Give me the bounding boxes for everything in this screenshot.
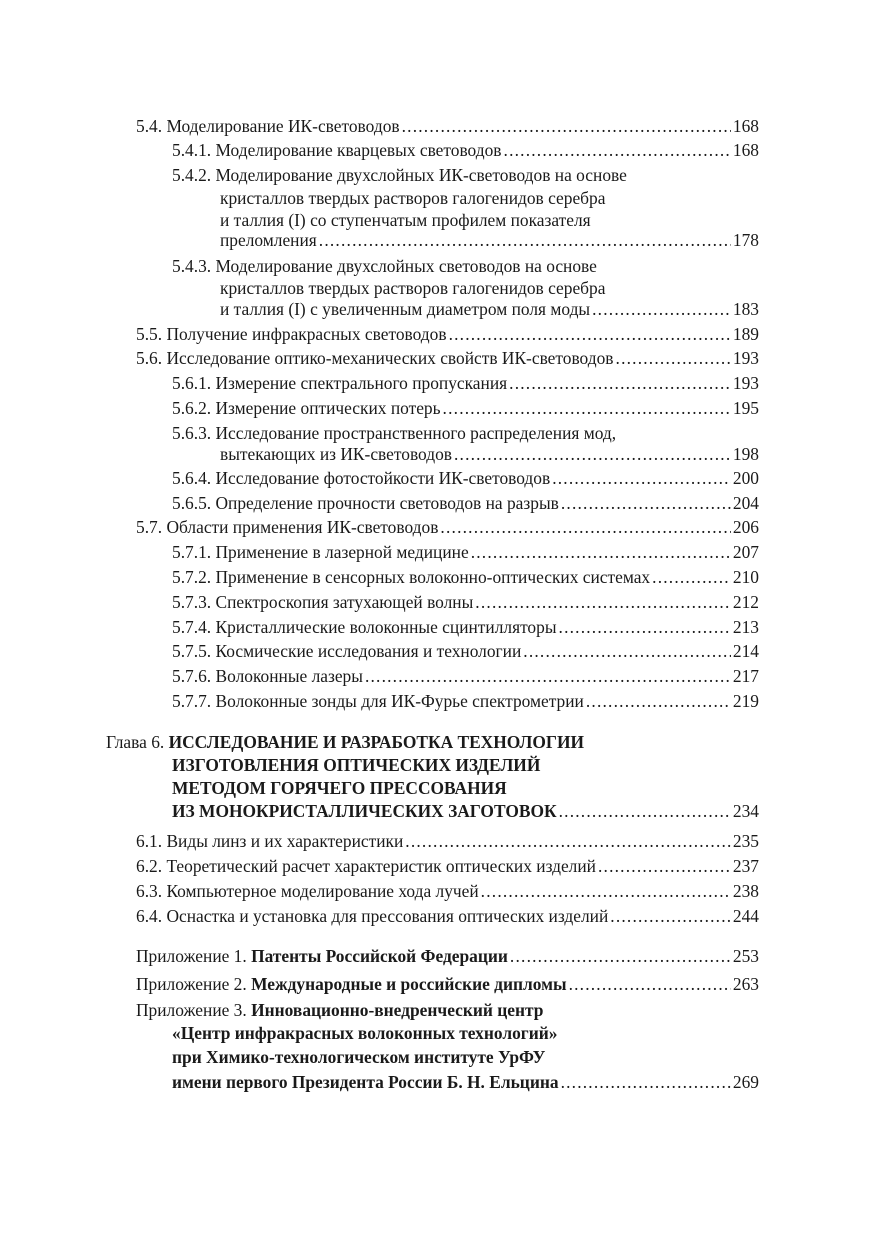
toc-entry-5-6-3-line2[interactable] xyxy=(220,442,759,466)
toc-appendix-3-line4[interactable] xyxy=(172,1070,759,1094)
dot-leader xyxy=(652,565,731,589)
toc-num: 6.2. xyxy=(136,856,163,876)
toc-num: 6.4. xyxy=(136,906,163,926)
dot-leader xyxy=(481,879,731,903)
appendix-label: Приложение 1. xyxy=(136,946,247,966)
toc-entry-6-2[interactable] xyxy=(136,854,759,878)
toc-num: 5.7.2. xyxy=(172,567,212,587)
toc-entry-6-3[interactable] xyxy=(136,879,759,903)
toc-entry-5-7-4[interactable] xyxy=(172,615,759,639)
toc-entry-5-7-1[interactable] xyxy=(172,540,759,564)
toc-num: 5.7.1. xyxy=(172,542,212,562)
dot-leader xyxy=(592,297,731,321)
dot-leader xyxy=(610,904,731,928)
toc-page: 238 xyxy=(732,881,759,901)
toc-title: Моделирование кварцевых световодов xyxy=(215,140,502,160)
chapter-title-cont: ИЗГОТОВЛЕНИЯ ОПТИЧЕСКИХ ИЗДЕЛИЙ xyxy=(172,755,541,775)
toc-num: 5.4.2. xyxy=(172,165,212,185)
toc-title: Применение в сенсорных волоконно-оптических системах xyxy=(215,567,651,587)
toc-entry-5-7-6[interactable] xyxy=(172,664,759,688)
appendix-label: Приложение 2. xyxy=(136,974,247,994)
toc-num: 5.6.2. xyxy=(172,398,212,418)
toc-appendix-3-line3 xyxy=(172,1045,759,1069)
toc-title: Виды линз и их характеристики xyxy=(166,831,404,851)
toc-title: Исследование фотостойкости ИК-световодов xyxy=(215,468,551,488)
toc-title-cont: кристаллов твердых растворов галогенидов серебра xyxy=(220,278,606,298)
toc-page: 183 xyxy=(732,299,759,319)
toc-appendix-3-line1[interactable] xyxy=(136,998,759,1022)
toc-page: 217 xyxy=(732,666,759,686)
toc-title: Применение в лазерной медицине xyxy=(215,542,469,562)
toc-appendix-2[interactable] xyxy=(136,972,759,996)
toc-page: 234 xyxy=(732,801,759,821)
toc-page: 168 xyxy=(732,116,759,136)
toc-num: 5.7.4. xyxy=(172,617,212,637)
appendix-title: Инновационно-внедренческий центр xyxy=(251,1000,544,1020)
toc-page: 206 xyxy=(732,517,759,537)
toc-page: 193 xyxy=(732,348,759,368)
toc-num: 5.7.5. xyxy=(172,641,212,661)
toc-num: 5.6.3. xyxy=(172,423,212,443)
toc-entry-5-7-2[interactable] xyxy=(172,565,759,589)
appendix-title: Международные и российские дипломы xyxy=(251,974,567,994)
toc-page: 235 xyxy=(732,831,759,851)
dot-leader xyxy=(454,442,731,466)
toc-num: 5.5. xyxy=(136,324,163,344)
toc-title: Космические исследования и технологии xyxy=(215,641,522,661)
toc-title: Моделирование двухслойных световодов на основе xyxy=(215,256,597,276)
toc-entry-5-6-1[interactable] xyxy=(172,371,759,395)
appendix-label: Приложение 3. xyxy=(136,1000,247,1020)
toc-entry-5-6[interactable] xyxy=(136,346,759,370)
toc-entry-6-4[interactable] xyxy=(136,904,759,928)
toc-entry-5-6-5[interactable] xyxy=(172,491,759,515)
toc-num: 5.4.1. xyxy=(172,140,212,160)
toc-num: 5.7.3. xyxy=(172,592,212,612)
toc-title: Определение прочности световодов на разрыв xyxy=(215,493,559,513)
toc-title: Спектроскопия затухающей волны xyxy=(215,592,474,612)
toc-page: 189 xyxy=(732,324,759,344)
toc-title: Измерение оптических потерь xyxy=(215,398,441,418)
toc-num: 5.6.5. xyxy=(172,493,212,513)
toc-title: Волоконные лазеры xyxy=(215,666,363,686)
appendix-title-cont: при Химико-технологическом институте УрФУ xyxy=(172,1047,546,1067)
chapter-label: Глава 6. xyxy=(106,732,165,752)
toc-title: Волоконные зонды для ИК-Фурье спектрометрии xyxy=(215,691,584,711)
appendix-title-cont: имени первого Президента России Б. Н. Ельцина xyxy=(172,1072,559,1092)
toc-num: 6.1. xyxy=(136,831,163,851)
toc-chapter-6-line1[interactable] xyxy=(106,730,759,754)
dot-leader xyxy=(440,515,730,539)
toc-num: 5.6. xyxy=(136,348,163,368)
toc-page: 178 xyxy=(732,230,759,250)
toc-page: 195 xyxy=(732,398,759,418)
toc-page: 212 xyxy=(732,592,759,612)
dot-leader xyxy=(616,346,731,370)
toc-appendix-3-line2 xyxy=(172,1021,759,1045)
toc-chapter-6-line3 xyxy=(172,776,759,800)
dot-leader xyxy=(561,1070,731,1094)
toc-page: 237 xyxy=(732,856,759,876)
dot-leader xyxy=(449,322,731,346)
toc-entry-5-4-1[interactable] xyxy=(172,138,759,162)
dot-leader xyxy=(510,944,731,968)
toc-title-cont: и таллия (I) с увеличенным диаметром поля моды xyxy=(220,299,591,319)
dot-leader xyxy=(559,799,731,823)
toc-title: Кристаллические волоконные сцинтилляторы xyxy=(215,617,557,637)
toc-page: 219 xyxy=(732,691,759,711)
toc-entry-6-1[interactable] xyxy=(136,829,759,853)
chapter-title-cont: ИЗ МОНОКРИСТАЛЛИЧЕСКИХ ЗАГОТОВОК xyxy=(172,801,557,821)
toc-page: 253 xyxy=(732,946,759,966)
toc-num: 6.3. xyxy=(136,881,163,901)
toc-title-cont: вытекающих из ИК-световодов xyxy=(220,444,452,464)
toc-page: 168 xyxy=(732,140,759,160)
toc-page: 244 xyxy=(732,906,759,926)
toc-page: 204 xyxy=(732,493,759,513)
toc-page: 200 xyxy=(732,468,759,488)
toc-entry-5-7-3[interactable] xyxy=(172,590,759,614)
dot-leader xyxy=(443,396,731,420)
toc-title: Моделирование ИК-световодов xyxy=(166,116,400,136)
dot-leader xyxy=(586,689,731,713)
toc-entry-5-6-2[interactable] xyxy=(172,396,759,420)
toc-entry-5-6-4[interactable] xyxy=(172,466,759,490)
dot-leader xyxy=(471,540,731,564)
toc-num: 5.6.4. xyxy=(172,468,212,488)
appendix-title: Патенты Российской Федерации xyxy=(251,946,508,966)
toc-page: 198 xyxy=(732,444,759,464)
toc-num: 5.7.6. xyxy=(172,666,212,686)
dot-leader xyxy=(523,639,731,663)
toc-entry-5-4[interactable] xyxy=(136,114,759,138)
toc-chapter-6-line2 xyxy=(172,753,759,777)
dot-leader xyxy=(405,829,731,853)
toc-title: Оснастка и установка для прессования оптических изделий xyxy=(166,906,609,926)
toc-title: Теоретический расчет характеристик оптических изделий xyxy=(166,856,596,876)
toc-title: Исследование пространственного распределения мод, xyxy=(215,423,617,443)
dot-leader xyxy=(509,371,731,395)
toc-entry-5-4-2-line4[interactable] xyxy=(220,228,759,252)
toc-entry-5-7-7[interactable] xyxy=(172,689,759,713)
toc-entry-5-4-3-line1[interactable] xyxy=(172,254,759,278)
dot-leader xyxy=(365,664,731,688)
toc-page: 269 xyxy=(732,1072,759,1092)
dot-leader xyxy=(402,114,731,138)
toc-title: Компьютерное моделирование хода лучей xyxy=(166,881,479,901)
toc-num: 5.7. xyxy=(136,517,163,537)
appendix-title-cont: «Центр инфракрасных волоконных технологий» xyxy=(172,1023,558,1043)
toc-num: 5.7.7. xyxy=(172,691,212,711)
toc-title-cont: преломления xyxy=(220,230,317,250)
toc-entry-5-4-2-line2 xyxy=(220,186,759,210)
toc-page: 263 xyxy=(732,974,759,994)
toc-page: 193 xyxy=(732,373,759,393)
toc-entry-5-7-5[interactable] xyxy=(172,639,759,663)
toc-num: 5.4.3. xyxy=(172,256,212,276)
toc-appendix-1[interactable] xyxy=(136,944,759,968)
dot-leader xyxy=(504,138,731,162)
dot-leader xyxy=(319,228,731,252)
toc-num: 5.4. xyxy=(136,116,163,136)
toc-page: 207 xyxy=(732,542,759,562)
toc-entry-5-7[interactable] xyxy=(136,515,759,539)
toc-title: Получение инфракрасных световодов xyxy=(166,324,447,344)
toc-page: 213 xyxy=(732,617,759,637)
toc-chapter-6-line4[interactable] xyxy=(172,799,759,823)
dot-leader xyxy=(569,972,731,996)
toc-entry-5-5[interactable] xyxy=(136,322,759,346)
toc-title: Моделирование двухслойных ИК-световодов на основе xyxy=(215,165,627,185)
toc-num: 5.6.1. xyxy=(172,373,212,393)
toc-entry-5-4-3-line3[interactable] xyxy=(220,297,759,321)
dot-leader xyxy=(475,590,731,614)
toc-title-cont: кристаллов твердых растворов галогенидов серебра xyxy=(220,188,606,208)
toc-title: Области применения ИК-световодов xyxy=(166,517,439,537)
dot-leader xyxy=(559,615,731,639)
chapter-title: ИССЛЕДОВАНИЕ И РАЗРАБОТКА ТЕХНОЛОГИИ xyxy=(168,732,585,752)
dot-leader xyxy=(598,854,731,878)
toc-title: Исследование оптико-механических свойств ИК-световодов xyxy=(166,348,614,368)
toc-title-cont: и таллия (I) со ступенчатым профилем показателя xyxy=(220,210,591,230)
dot-leader xyxy=(552,466,731,490)
toc-entry-5-4-2-line1[interactable] xyxy=(172,163,759,187)
toc-page: 214 xyxy=(732,641,759,661)
chapter-title-cont: МЕТОДОМ ГОРЯЧЕГО ПРЕССОВАНИЯ xyxy=(172,778,507,798)
toc-title: Измерение спектрального пропускания xyxy=(215,373,508,393)
dot-leader xyxy=(561,491,731,515)
toc-page: 210 xyxy=(732,567,759,587)
